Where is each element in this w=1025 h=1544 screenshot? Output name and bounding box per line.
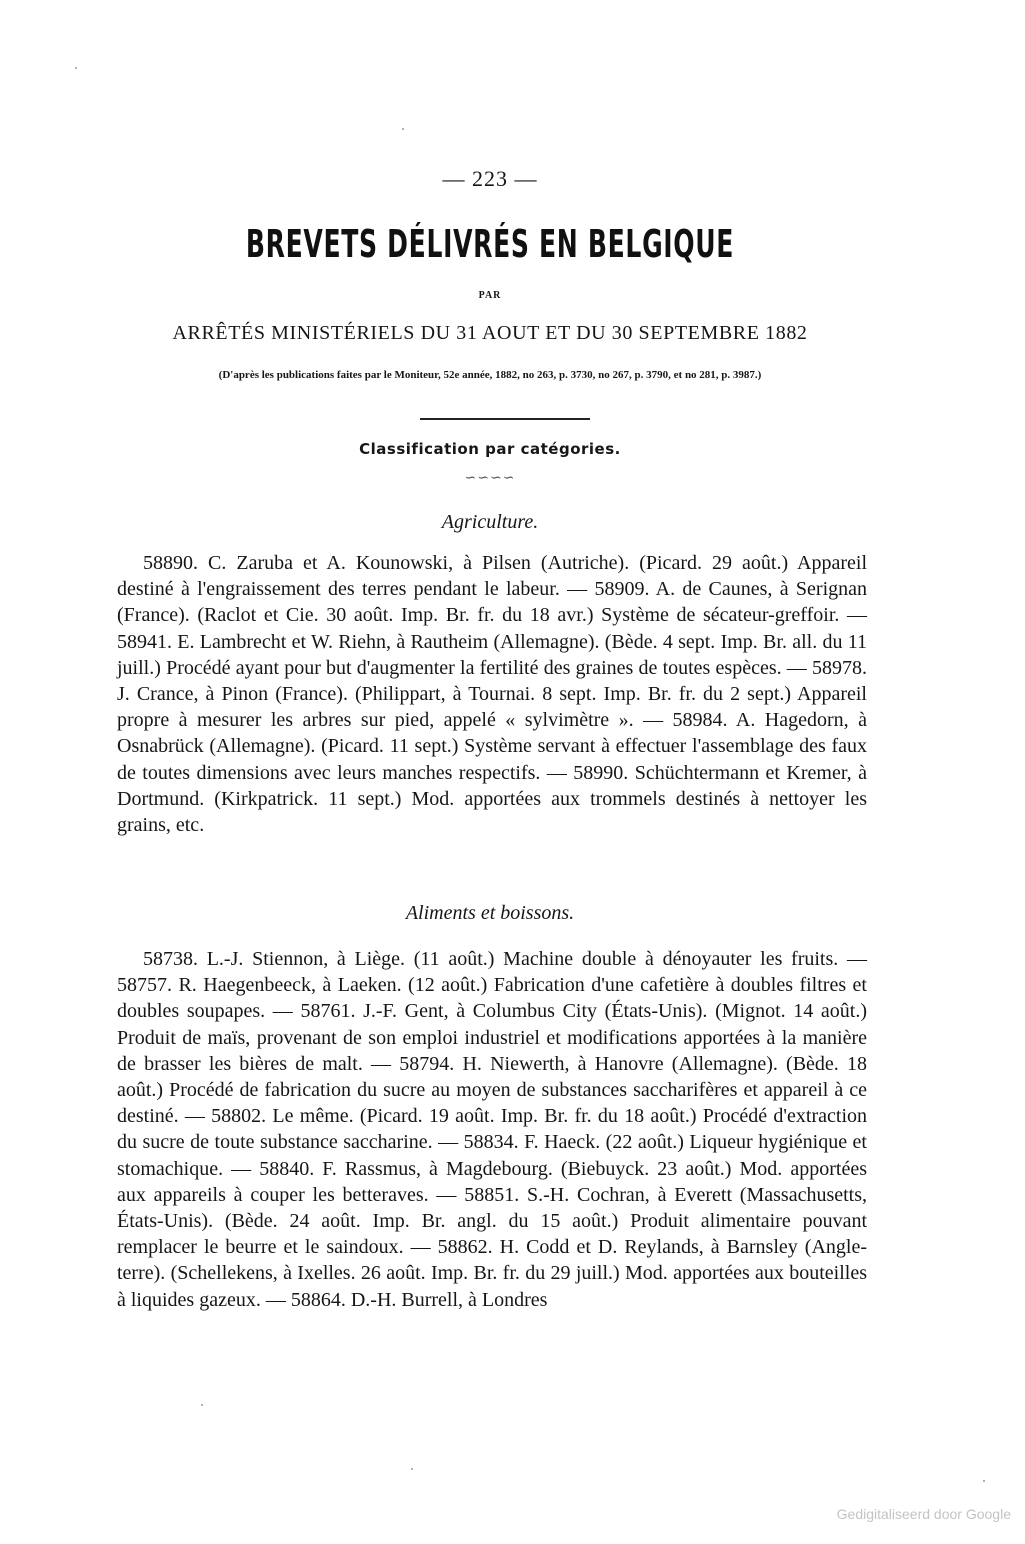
section-text-agriculture: 58890. C. Zaruba et A. Kounowski, à Pilsen (Autriche). (Picard. 29 août.) Appareil destiné à l'engraissement des terres pendant le labeur. — 58909. A. de Caunes, à Serignan (France). (Raclot et Cie. 30 août. Imp. Br. fr. du 18 avr.) Système de sécateur-greffoir. — 58941. E. Lambrecht et W. Riehn, à Rautheim (Allemagne). (Bède. 4 sept. Imp. Br. all. du 11 juill.) Procédé ayant pour but d'augmenter la fertilité des graines de toutes espèces. — 58978. J. Crance, à Pinon (France). (Philippart, à Tournai. 8 sept. Imp. Br. fr. du 2 sept.) Appareil propre à mesurer les arbres sur pied, appelé « sylvimètre ». — 58984. A. Hagedorn, à Osnabrück (Allemagne). (Picard. 11 sept.) Système servant à effectuer l'assemblage des faux de toutes dimensions avec leurs manches respectifs. — 58990. Schüchtermann et Kremer, à Dortmund. (Kirkpatrick. 11 sept.) Mod. apportées aux trommels destinés à nettoyer les grains, etc. <box>117 552 867 837</box>
paper-speck <box>411 1468 413 1470</box>
paper-speck <box>983 1480 985 1482</box>
section-text-aliments: 58738. L.-J. Stiennon, à Liège. (11 août.) Machine double à dénoyauter les fruits. — 58757. R. Haegenbeeck, à Laeken. (12 août.) Fabrication d'une cafetière à doubles filtres et doubles soupapes. — 58761. J.-F. Gent, à Columbus City (États-Unis). (Mignot. 14 août.) Produit de maïs, provenant de son emploi industriel et modifications apportées à la manière de brasser les bières de malt. — 58794. H. Niewerth, à Hanovre (Allemagne). (Bède. 18 août.) Procédé de fabrication du sucre au moyen de substances saccharifères et appareil à ce destiné. — 58802. Le même. (Picard. 19 août. Imp. Br. fr. du 18 août.) Procédé d'extraction du sucre de toute substance saccharine. — 58834. F. Haeck. (22 août.) Liqueur hygiénique et stomachique. — 58840. F. Rassmus, à Magdebourg. (Biebuyck. 23 août.) Mod. apportées aux appareils à couper les betteraves. — 58851. S.-H. Cochran, à Everett (Massachusetts, États-Unis). (Bède. 24 août. Imp. Br. angl. du 15 août.) Produit alimentaire pouvant remplacer le beurre et le saindoux. — 58862. H. Codd et D. Reylands, à Barnsley (Angleterre). (Schellekens, à Ixelles. 26 août. Imp. Br. fr. du 29 juill.) Mod. apportées aux bouteilles à liquides gazeux. — 58864. D.-H. Burrell, à Londres <box>117 948 867 1311</box>
paper-speck <box>201 1404 203 1406</box>
page-number: — 223 — <box>442 166 538 191</box>
separator-rule <box>420 418 590 420</box>
par-label: PAR <box>478 290 502 301</box>
page-subtitle: ARRÊTÉS MINISTÉRIELS DU 31 AOUT ET DU 30 SEPTEMBRE 1882 <box>172 322 808 344</box>
digitization-watermark: Gedigitaliseerd door Google <box>836 1506 1011 1522</box>
section-heading-aliments: Aliments et boissons. <box>405 902 575 924</box>
paper-speck <box>75 67 77 69</box>
classification-heading: Classification par catégories. <box>359 440 621 458</box>
source-note: (D'après les publications faites par le Moniteur, 52e année, 1882, no 263, p. 3730, no 267, p. 3790, et no 281, p. 3987.) <box>218 369 762 381</box>
ornament-divider: ∽∽∽∽ <box>464 471 516 486</box>
paper-speck <box>402 128 404 130</box>
page-title: BREVETS DÉLIVRÉS EN BELGIQUE <box>245 222 735 266</box>
section-heading-agriculture: Agriculture. <box>441 511 539 533</box>
